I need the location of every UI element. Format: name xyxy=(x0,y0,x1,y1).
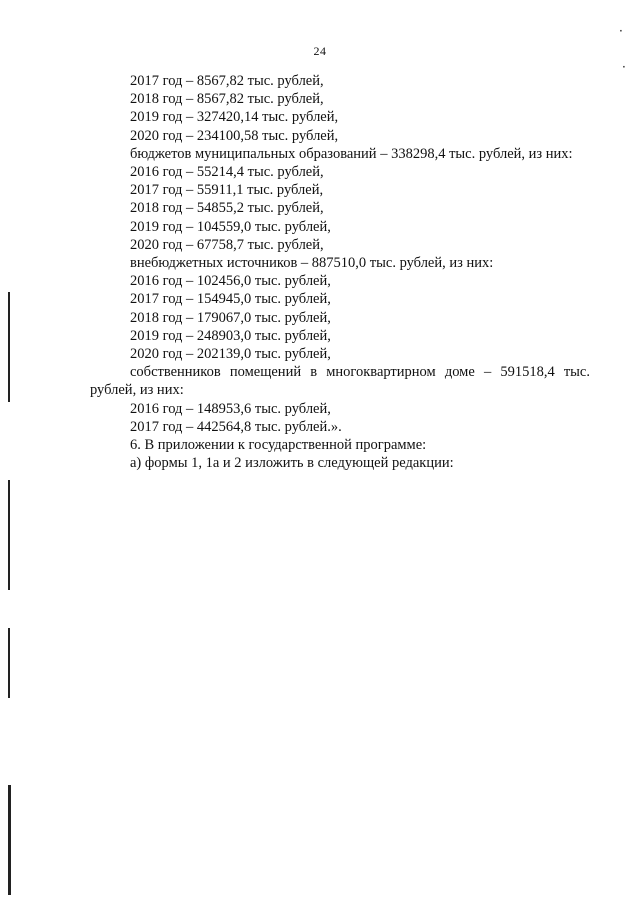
page-number: 24 xyxy=(313,44,327,58)
text-line: 2017 год – 8567,82 тыс. рублей, xyxy=(130,73,324,89)
text-line: 2016 год – 55214,4 тыс. рублей, xyxy=(130,164,324,181)
text-line: 2017 год – 154945,0 тыс. рублей, xyxy=(130,291,331,308)
scan-edge-line xyxy=(8,292,10,402)
text-line: 2018 год – 8567,82 тыс. рублей, xyxy=(130,91,324,108)
text-line: 2018 год – 54855,2 тыс. рублей, xyxy=(130,200,324,217)
text-line: 2019 год – 104559,0 тыс. рублей, xyxy=(130,218,331,235)
text-line: 2020 год – 67758,7 тыс. рублей, xyxy=(130,236,324,253)
text-line: 2017 год – 55911,1 тыс. рублей, xyxy=(130,182,324,199)
text-line: 2018 год – 179067,0 тыс. рублей, xyxy=(130,309,331,326)
text-line: 2020 год – 202139,0 тыс. рублей, xyxy=(130,346,331,363)
text-line: 2019 год – 327420,14 тыс. рублей, xyxy=(130,109,339,126)
scan-edge-line xyxy=(8,628,10,698)
text-line: 2016 год – 148953,6 тыс. рублей, xyxy=(130,400,331,417)
text-line: внебюджетных источников – 887510,0 тыс. рублей, из них: xyxy=(130,255,494,272)
text-line: 2019 год – 248903,0 тыс. рублей, xyxy=(130,327,331,344)
document-body xyxy=(90,72,590,472)
scan-edge-line xyxy=(8,785,11,895)
text-line: 6. В приложении к государственной программе: xyxy=(130,437,427,454)
text-line: 2017 год – 442564,8 тыс. рублей.». xyxy=(130,418,342,435)
text-line: 2016 год – 102456,0 тыс. рублей, xyxy=(130,273,331,290)
text-line: а) формы 1, 1а и 2 изложить в следующей редакции: xyxy=(130,455,454,472)
text-line: 2020 год – 234100,58 тыс. рублей, xyxy=(130,127,339,144)
scan-edge-line xyxy=(8,480,10,590)
text-line: бюджетов муниципальных образований – 338298,4 тыс. рублей, из них: xyxy=(130,145,573,162)
owners-paragraph: собственников помещений в многоквартирном доме – 591518,4 тыс. рублей, из них: xyxy=(90,364,590,399)
scan-mark: · xyxy=(619,24,623,38)
scan-mark: · xyxy=(622,60,626,74)
